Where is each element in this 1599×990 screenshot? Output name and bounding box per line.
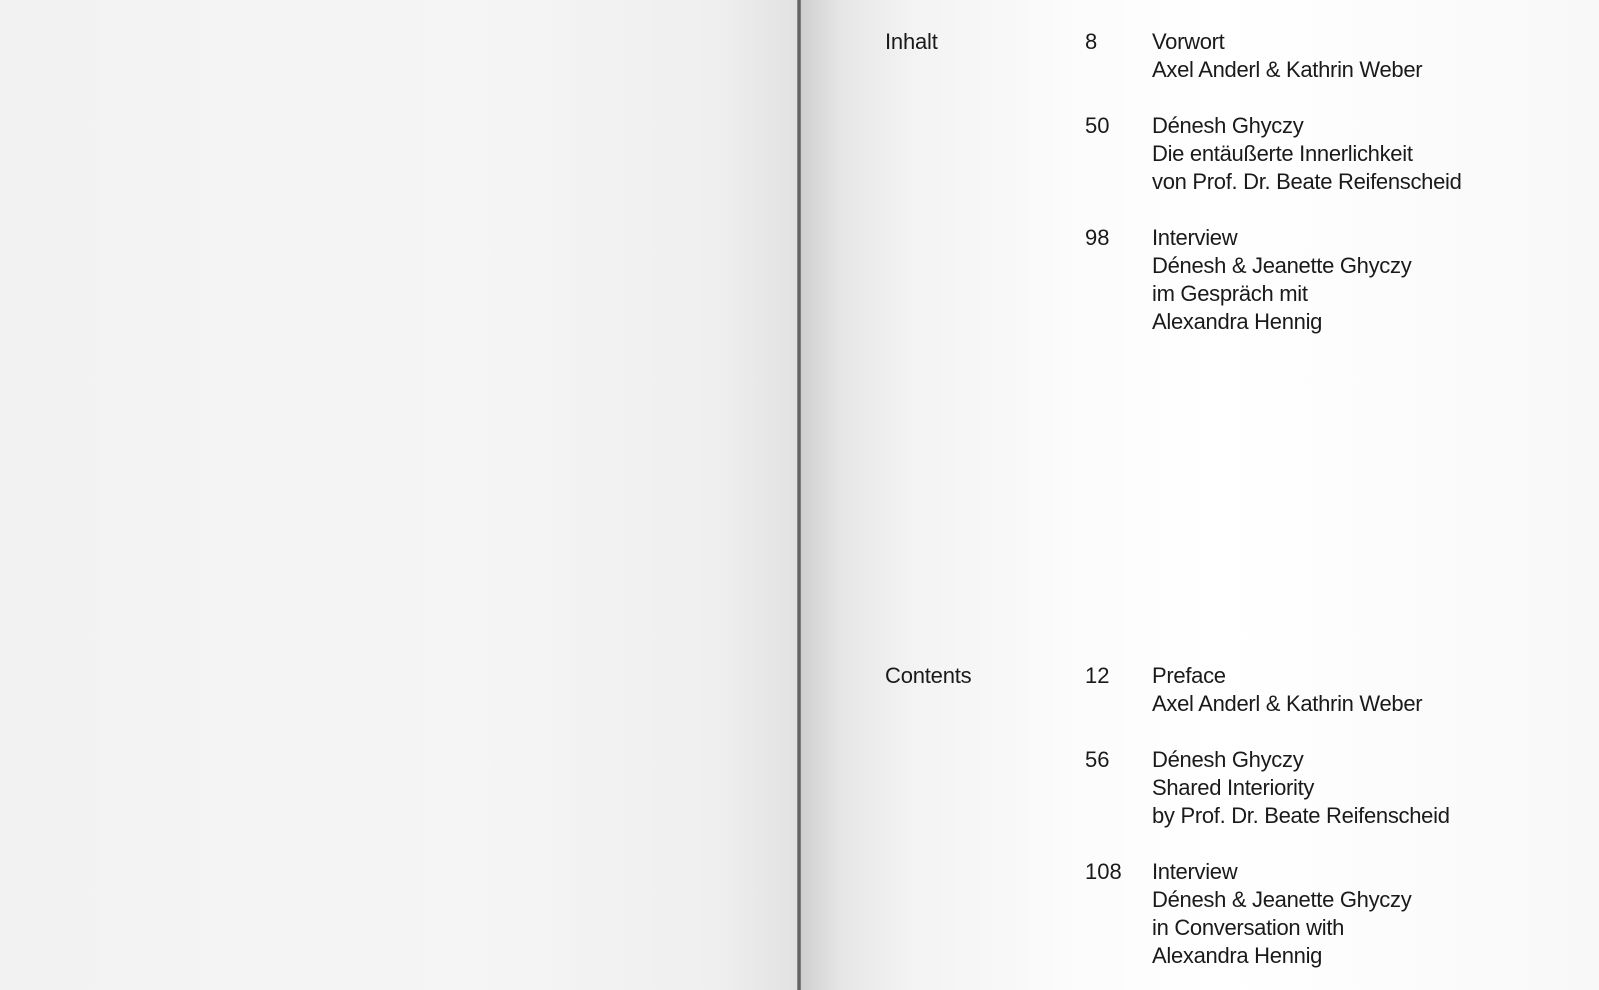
toc-page-number: 50 xyxy=(1085,113,1110,138)
toc-page-number: 98 xyxy=(1085,225,1110,250)
toc-entry-line: Die entäußerte Innerlichkeit xyxy=(1152,141,1413,166)
toc-entry-line: Dénesh & Jeanette Ghyczy xyxy=(1152,887,1412,912)
toc-heading: Contents xyxy=(885,663,972,688)
toc-entry xyxy=(1085,746,1585,830)
toc-entry-line: von Prof. Dr. Beate Reifenscheid xyxy=(1152,169,1462,194)
toc-entry-line: Axel Anderl & Kathrin Weber xyxy=(1152,691,1423,716)
toc-entry-line: Alexandra Hennig xyxy=(1152,309,1323,334)
toc-entry-title: Interview xyxy=(1152,859,1238,884)
toc-entry-line: im Gespräch mit xyxy=(1152,281,1308,306)
toc-entry-title: Dénesh Ghyczy xyxy=(1152,113,1304,138)
toc-entry-line: Shared Interiority xyxy=(1152,775,1315,800)
toc-heading: Inhalt xyxy=(885,29,938,54)
toc-entry-line: by Prof. Dr. Beate Reifenscheid xyxy=(1152,803,1450,828)
toc-german xyxy=(885,28,1585,364)
toc-entry-title: Preface xyxy=(1152,663,1226,688)
toc-entry-line: Dénesh & Jeanette Ghyczy xyxy=(1152,253,1412,278)
toc-entry xyxy=(1085,224,1585,336)
toc-entry-line: in Conversation with xyxy=(1152,915,1345,940)
toc-entry-title: Vorwort xyxy=(1152,29,1225,54)
toc-entry-title: Interview xyxy=(1152,225,1238,250)
toc-page-number: 12 xyxy=(1085,663,1110,688)
toc-entry xyxy=(1085,28,1585,84)
toc-english xyxy=(885,662,1585,990)
toc-entry-line: Alexandra Hennig xyxy=(1152,943,1323,968)
toc-entry xyxy=(1085,662,1585,718)
toc-page-number: 108 xyxy=(1085,859,1122,884)
toc-page-number: 8 xyxy=(1085,29,1098,54)
toc-entry xyxy=(1085,858,1585,970)
toc-entry-title: Dénesh Ghyczy xyxy=(1152,747,1304,772)
left-page-blank xyxy=(0,0,797,990)
toc-entry-line: Axel Anderl & Kathrin Weber xyxy=(1152,57,1423,82)
toc-page-number: 56 xyxy=(1085,747,1110,772)
toc-entry xyxy=(1085,112,1585,196)
